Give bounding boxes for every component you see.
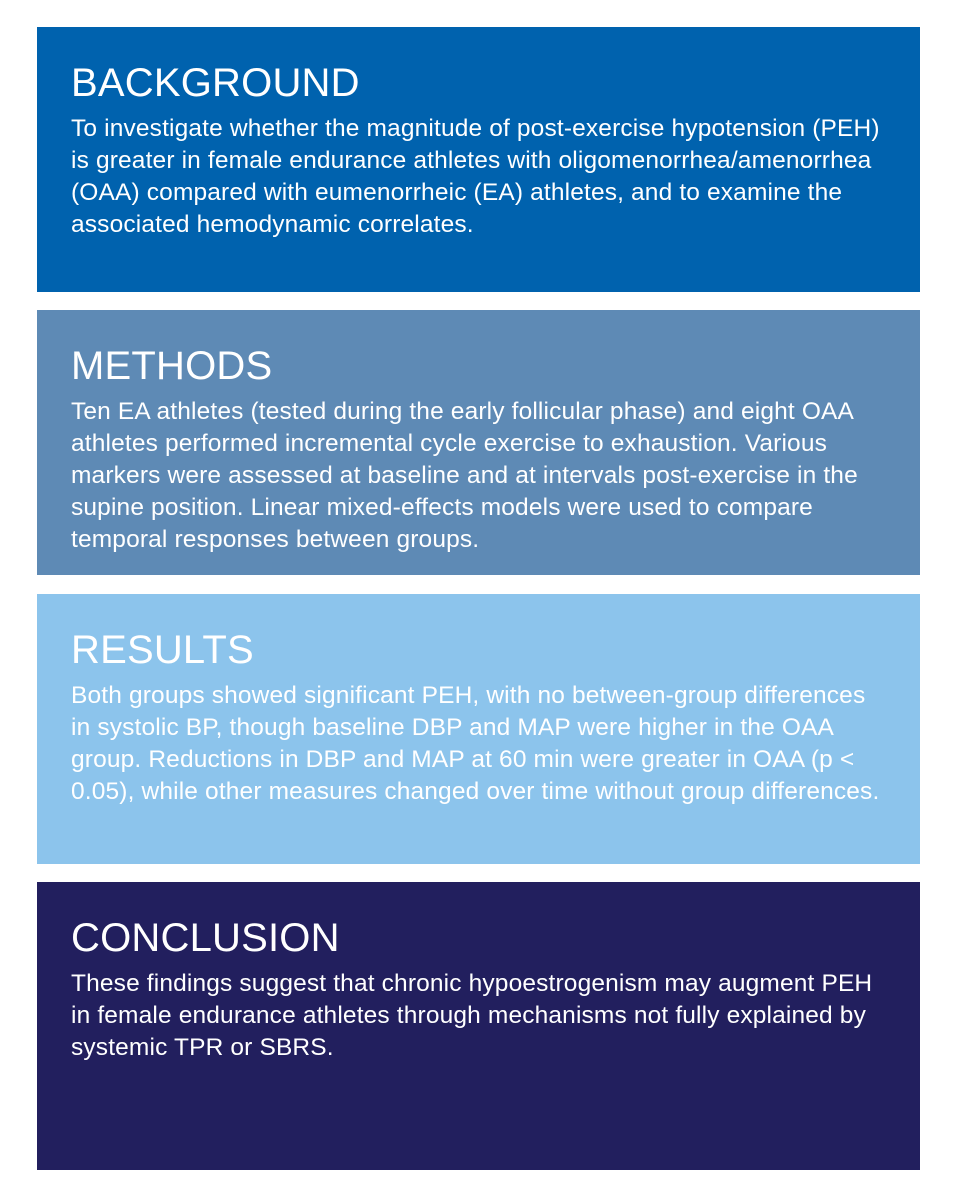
conclusion-heading: CONCLUSION [71,916,340,960]
results-text: Both groups showed significant PEH, with no between-group differences in systolic BP, though baseline DBP and MAP were higher in the OAA group. Reductions in DBP and MAP at 60 min were greater in OAA (p < 0.05), while other measures changed over time without group differences. [71,682,880,805]
background-heading: BACKGROUND [71,61,360,105]
results-section [37,594,920,864]
methods-section [37,310,920,575]
methods-heading: METHODS [71,344,273,388]
methods-text: Ten EA athletes (tested during the early follicular phase) and eight OAA athletes performed incremental cycle exercise to exhaustion. Various markers were assessed at baseline and at intervals post-exercise in the supine position. Linear mixed-effects models were used to compare temporal responses between groups. [71,398,858,553]
background-text: To investigate whether the magnitude of post-exercise hypotension (PEH) is greater in female endurance athletes with oligomenorrhea/amenorrhea (OAA) compared with eumenorrheic (EA) athletes, and to examine the associated hemodynamic correlates. [71,115,880,238]
results-heading: RESULTS [71,628,254,672]
conclusion-text: These findings suggest that chronic hypoestrogenism may augment PEH in female endurance athletes through mechanisms not fully explained by systemic TPR or SBRS. [71,970,873,1061]
background-section [37,27,920,292]
conclusion-section [37,882,920,1170]
